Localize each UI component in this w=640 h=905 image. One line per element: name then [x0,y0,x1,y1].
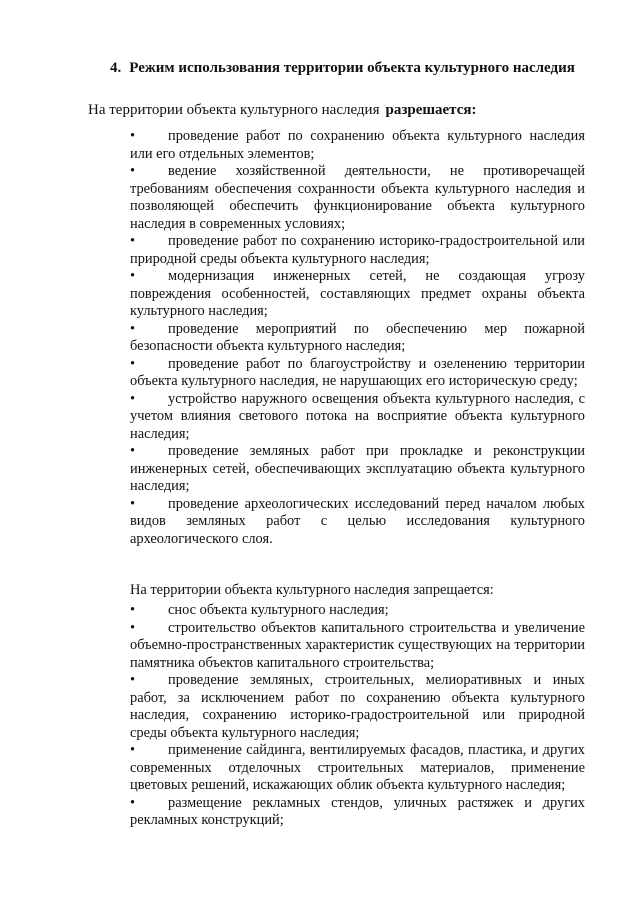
list-item [130,795,585,830]
list-item [130,602,585,620]
bullet: • [130,128,136,144]
list-item [130,356,585,391]
list-item [130,620,585,673]
allowed-item-text: проведение земляных работ при прокладке и реконструкции инженерных сетей, обеспечивающих эксплуатацию объекта культурного наследия; [130,443,585,494]
allowed-list [130,128,585,548]
forbidden-item-text: снос объекта культурного наследия; [168,602,389,618]
forbidden-item-text: строительство объектов капитального строительства и увеличение объемно-пространственных характеристик существующих на территории памятника объектов капитального строительства; [130,619,585,671]
forbidden-list [130,602,585,830]
allowed-item-text: проведение работ по сохранению историко-градостроительной или природной среды объекта культурного наследия; [130,233,585,267]
list-item [130,233,585,268]
list-item [130,672,585,742]
section-heading [110,58,575,78]
bullet: • [130,619,136,636]
section-number: 4. [110,60,122,76]
list-item [130,496,585,549]
allowed-item-text: проведение работ по сохранению объекта культурного наследия или его отдельных элементов; [130,128,585,162]
list-item [130,391,585,444]
allowed-item-text: устройство наружного освещения объекта культурного наследия, с учетом влияния светового потока на восприятие объекта культурного наследия; [130,390,585,442]
allowed-keyword: разрешается: [385,102,477,118]
forbidden-intro: На территории объекта культурного наследия запрещается: [130,582,494,598]
bullet: • [130,443,136,459]
allowed-item-text: проведение археологических исследований перед началом любых видов земляных работ с целью исследования культурного археологического слоя. [130,495,585,547]
allowed-intro-text: На территории объекта культурного наследия [88,102,380,118]
bullet: • [130,163,136,179]
allowed-item-text: проведение мероприятий по обеспечению мер пожарной безопасности объекта культурного наследия; [130,320,585,354]
list-item [130,128,585,163]
list-item [130,163,585,233]
bullet: • [130,390,136,407]
bullet: • [130,268,136,284]
bullet: • [130,602,136,618]
forbidden-item-text: применение сайдинга, вентилируемых фасадов, пластика, и других современных отделочных строительных материалов, применение цветовых решений, искажающих облик объекта культурного наследия; [130,742,585,793]
bullet: • [130,233,136,249]
bullet: • [130,794,136,811]
bullet: • [130,495,136,512]
allowed-item-text: модернизация инженерных сетей, не создающая угрозу повреждения особенностей, составляющих предмет охраны объекта культурного наследия; [130,268,585,319]
allowed-item-text: проведение работ по благоустройству и озеленению территории объекта культурного наследия, не нарушающих его историческую среду; [130,355,585,389]
section-title: Режим использования территории объекта культурного наследия [129,60,575,76]
bullet: • [130,320,136,337]
forbidden-item-text: проведение земляных, строительных, мелиоративных и иных работ, за исключением работ по сохранению объекта культурного наследия, сохранению историко-градостроительной или природной среды объекта культурного наследия; [130,672,585,741]
list-item [130,321,585,356]
list-item [130,443,585,496]
bullet: • [130,672,136,688]
forbidden-item-text: размещение рекламных стендов, уличных растяжек и других рекламных конструкций; [130,794,585,828]
list-item [130,742,585,795]
allowed-intro [88,100,477,120]
bullet: • [130,742,136,758]
bullet: • [130,355,136,372]
allowed-item-text: ведение хозяйственной деятельности, не противоречащей требованиям обеспечения сохранности объекта культурного наследия и позволяющей обеспечить функционирование объекта культурного наследия в современных условиях; [130,163,585,232]
list-item [130,268,585,321]
